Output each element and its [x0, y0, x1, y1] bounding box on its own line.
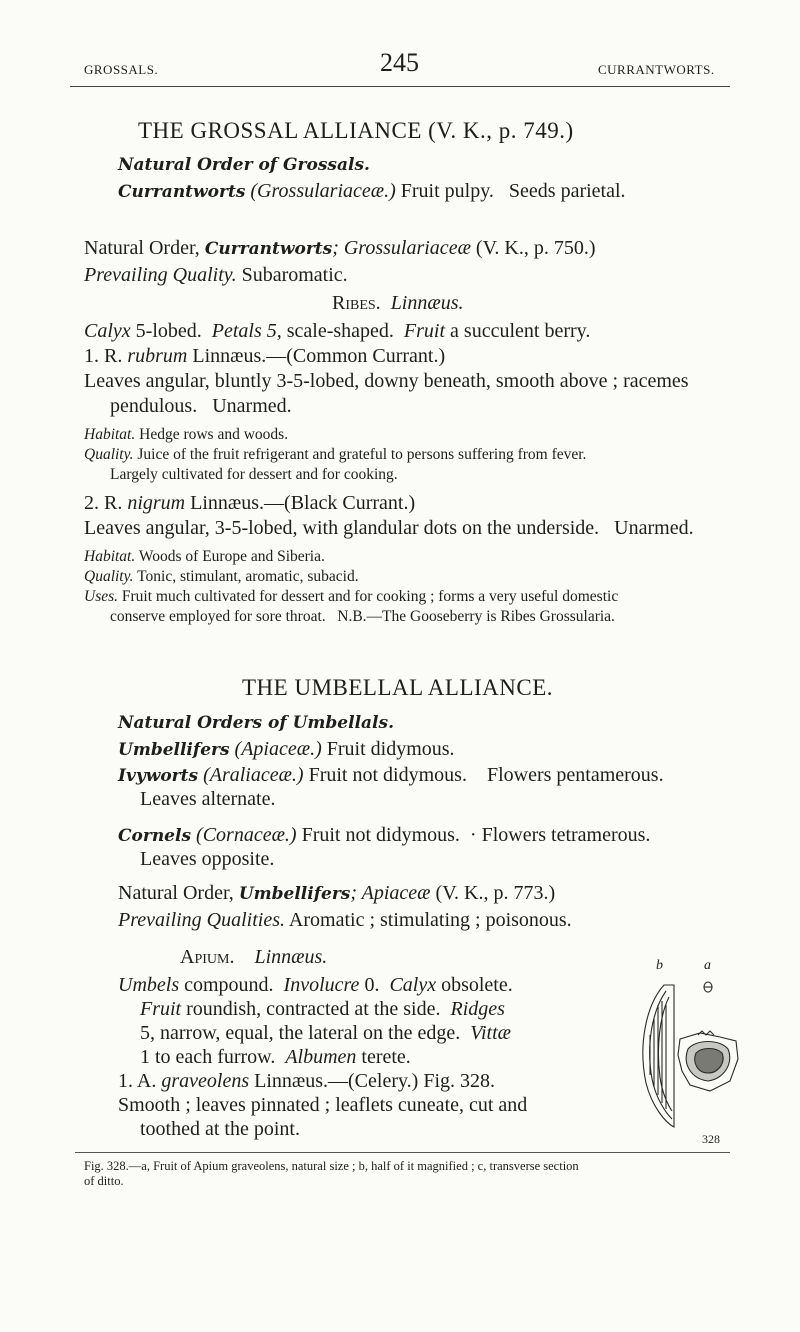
transverse-section	[678, 1031, 738, 1091]
calyx-value: 5-lobed.	[135, 320, 202, 342]
figure-label-a: a	[704, 958, 711, 973]
species-nigrum	[84, 490, 415, 516]
figure-caption-1: Fig. 328.—a, Fruit of Apium graveolens, natural size ; b, half of it magnified ; c, transverse section	[84, 1159, 579, 1173]
half-fruit-magnified	[643, 985, 674, 1127]
albumen-label: Albumen	[285, 1046, 357, 1068]
figure-number: 328	[702, 1132, 720, 1146]
grossal-order-heading: Natural Order of Grossals.	[118, 155, 370, 175]
apium-line-2	[140, 996, 505, 1022]
fruit-value: a succulent berry.	[450, 320, 591, 342]
fruit-label: Fruit	[403, 320, 446, 342]
rubrum-quality	[84, 445, 586, 465]
prevailing-value: Aromatic ; stimulating ; poisonous.	[288, 909, 572, 931]
umbellal-natural-order	[118, 880, 555, 907]
grossal-title: THE GROSSAL ALLIANCE (V. K., p. 749.)	[138, 118, 574, 143]
quality-value: Tonic, stimulant, aromatic, subacid.	[137, 568, 359, 585]
order-name: Cornels	[118, 826, 192, 846]
prevailing-value: Subaromatic.	[241, 264, 348, 286]
order-desc: Fruit didymous.	[326, 738, 455, 760]
order-name: Umbellifers	[118, 740, 230, 760]
species-graveolens	[118, 1068, 495, 1094]
grossal-natural-order	[84, 235, 596, 262]
order-name: Ivyworts	[118, 766, 199, 786]
order-ivyworts	[118, 762, 664, 789]
umbellal-prevailing	[118, 907, 572, 933]
running-head-left: GROSSALS.	[84, 62, 159, 77]
apium-line-3	[140, 1020, 511, 1046]
ribes-characters	[84, 318, 590, 344]
graveolens-desc-2: toothed at the point.	[140, 1118, 300, 1140]
natural-order-name: Currantworts	[204, 239, 333, 259]
apium-line-4	[140, 1044, 411, 1070]
natural-order-latin: ; Grossulariaceæ	[332, 237, 471, 259]
quality-value: Juice of the fruit refrigerant and grateful to persons suffering from fever.	[137, 446, 587, 463]
umbels-value: compound.	[184, 974, 274, 996]
grossal-prevailing	[84, 262, 348, 288]
apium-line-1	[118, 972, 513, 998]
rubrum-desc-2: pendulous. Unarmed.	[110, 395, 292, 417]
petals-label: Petals 5,	[211, 320, 282, 342]
fruit-value: roundish, contracted at the side.	[186, 998, 441, 1020]
species-rubrum	[84, 343, 445, 369]
species-name: rubrum	[127, 345, 188, 367]
nigrum-uses-2: conserve employed for sore throat. N.B.—The Gooseberry is Ribes Grossularia.	[110, 608, 615, 625]
habitat-value: Woods of Europe and Siberia.	[138, 548, 325, 565]
page-number: 245	[380, 48, 419, 77]
species-name: nigrum	[127, 492, 186, 514]
order-latin: (Cornaceæ.)	[196, 824, 297, 846]
uses-value: Fruit much cultivated for dessert and for cooking ; forms a very useful domestic	[121, 588, 619, 605]
uses-label: Uses.	[84, 588, 119, 605]
order-desc: Fruit not didymous. · Flowers tetramerous.	[301, 824, 651, 846]
ribes-genus	[332, 290, 464, 316]
umbellal-title: THE UMBELLAL ALLIANCE.	[242, 675, 554, 700]
involucre-value: 0.	[364, 974, 380, 996]
rubrum-habitat	[84, 425, 288, 445]
prevailing-label: Prevailing Quality.	[84, 264, 237, 286]
order-umbellifers	[118, 736, 455, 763]
habitat-value: Hedge rows and woods.	[139, 426, 289, 443]
ivyworts-desc-2: Leaves alternate.	[140, 788, 276, 810]
genus-author: Linnæus.	[254, 946, 328, 968]
header-rule	[70, 86, 730, 87]
genus-name: Apium.	[180, 946, 235, 968]
calyx-label: Calyx	[389, 974, 437, 996]
umbels-label: Umbels	[118, 974, 180, 996]
albumen-value: terete.	[361, 1046, 411, 1068]
vittae-label: Vittæ	[470, 1022, 511, 1044]
apium-fruit-illustration	[640, 975, 760, 1140]
quality-label: Quality.	[84, 446, 134, 463]
species-number: 1. A.	[118, 1070, 157, 1092]
nigrum-desc: Leaves angular, 3-5-lobed, with glandular dots on the underside. Unarmed.	[84, 517, 694, 539]
species-author: Linnæus.—(Celery.) Fig. 328.	[254, 1070, 496, 1092]
species-number: 1. R.	[84, 345, 123, 367]
order-latin: (Apiaceæ.)	[234, 738, 322, 760]
species-author: Linnæus.—(Common Currant.)	[192, 345, 446, 367]
order-desc: Fruit not didymous. Flowers pentamerous.	[308, 764, 664, 786]
natural-order-ref: (V. K., p. 773.)	[435, 882, 556, 904]
ridges-value: 5, narrow, equal, the lateral on the edge.	[140, 1022, 461, 1044]
habitat-label: Habitat.	[84, 426, 136, 443]
genus-author: Linnæus.	[390, 292, 464, 314]
natural-order-name: Umbellifers	[238, 884, 351, 904]
genus-name: Ribes.	[332, 292, 381, 314]
petals-value: scale-shaped.	[286, 320, 394, 342]
order-currantworts	[118, 178, 626, 205]
prevailing-label: Prevailing Qualities.	[118, 909, 286, 931]
nigrum-uses	[84, 587, 618, 607]
rubrum-desc-1: Leaves angular, bluntly 3-5-lobed, downy beneath, smooth above ; racemes	[84, 370, 689, 392]
caption-rule	[75, 1152, 730, 1153]
running-head-right: CURRANTWORTS.	[598, 62, 715, 77]
currantworts-desc: Fruit pulpy. Seeds parietal.	[400, 180, 626, 202]
graveolens-desc-1: Smooth ; leaves pinnated ; leaflets cuneate, cut and	[118, 1094, 528, 1116]
habitat-label: Habitat.	[84, 548, 136, 565]
umbellal-order-heading: Natural Orders of Umbellals.	[118, 713, 394, 733]
natural-order-ref: (V. K., p. 750.)	[475, 237, 596, 259]
species-name: graveolens	[161, 1070, 250, 1092]
order-cornels	[118, 822, 650, 849]
species-author: Linnæus.—(Black Currant.)	[190, 492, 416, 514]
natural-order-prefix: Natural Order,	[118, 882, 234, 904]
calyx-label: Calyx	[84, 320, 131, 342]
figure-label-b: b	[656, 958, 663, 973]
currantworts-name: Currantworts	[118, 182, 246, 202]
figure-caption-2: of ditto.	[84, 1174, 124, 1188]
currantworts-latin: (Grossulariaceæ.)	[250, 180, 396, 202]
order-latin: (Araliaceæ.)	[203, 764, 304, 786]
vittae-value: 1 to each furrow.	[140, 1046, 276, 1068]
natural-order-prefix: Natural Order,	[84, 237, 200, 259]
rubrum-quality-2: Largely cultivated for dessert and for cooking.	[110, 466, 398, 483]
ridges-label: Ridges	[450, 998, 505, 1020]
quality-label: Quality.	[84, 568, 134, 585]
calyx-value: obsolete.	[441, 974, 513, 996]
fruit-natural-size	[704, 982, 712, 992]
natural-order-latin: ; Apiaceæ	[350, 882, 431, 904]
fruit-label: Fruit	[140, 998, 182, 1020]
species-number: 2. R.	[84, 492, 123, 514]
cornels-desc-2: Leaves opposite.	[140, 848, 275, 870]
nigrum-habitat	[84, 547, 325, 567]
involucre-label: Involucre	[283, 974, 360, 996]
apium-genus	[180, 944, 327, 970]
nigrum-quality	[84, 567, 359, 587]
